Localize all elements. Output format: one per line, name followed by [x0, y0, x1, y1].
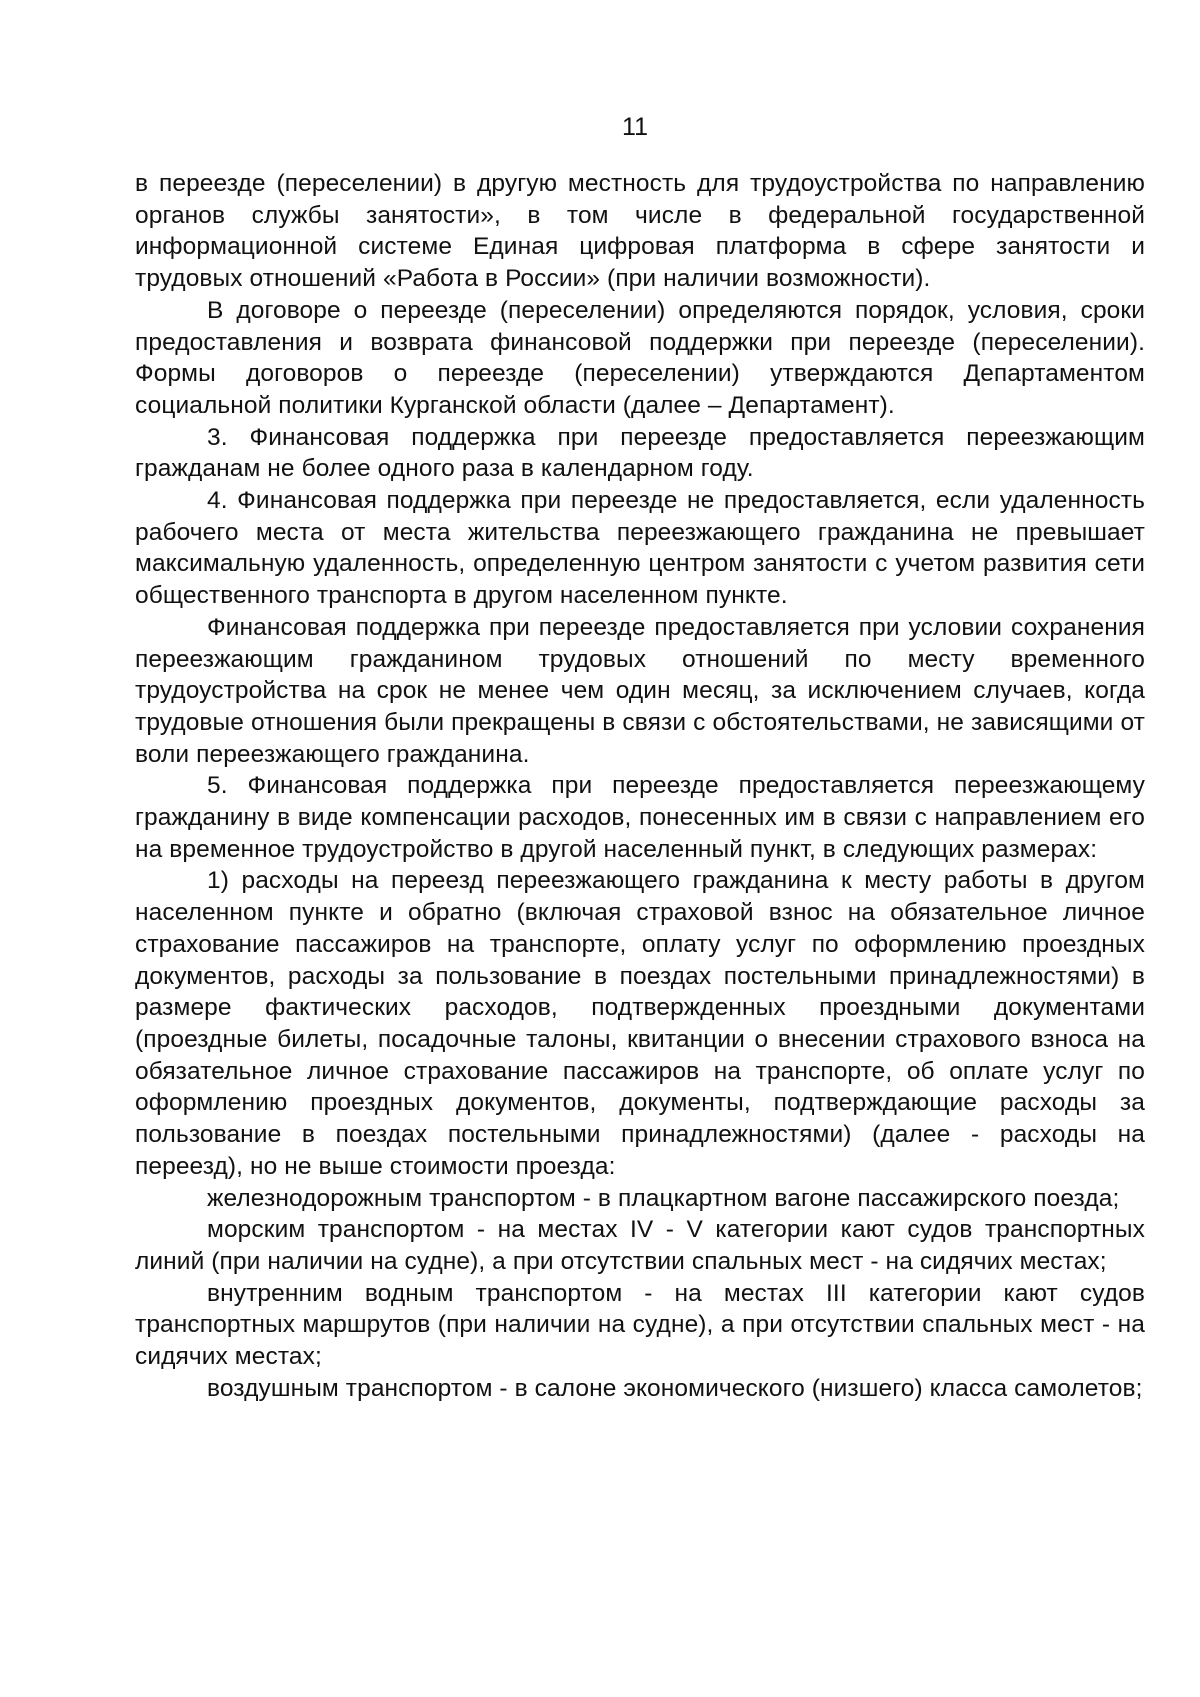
document-body — [135, 168, 1145, 1404]
paragraph-item-3: 3. Финансовая поддержка при переезде предоставляется переезжающим гражданам не более одного раза в календарном году. — [135, 423, 1145, 483]
paragraph-support-condition: Финансовая поддержка при переезде предоставляется при условии сохранения переезжающим гражданином трудовых отношений по месту временного трудоустройства на срок не менее чем один месяц, за исключением случаев, когда трудовые отношения были прекращены в связи с обстоятельствами, не зависящими от воли переезжающего гражданина. — [135, 613, 1145, 768]
paragraph-subitem-1: 1) расходы на переезд переезжающего гражданина к месту работы в другом населенном пункте и обратно (включая страховой взнос на обязательное личное страхование пассажиров на транспорте, оплату услуг по оформлению проездных документов, расходы за пользование в поездах постельными принадлежностями) в размере фактических расходов, подтвержденных проездными документами (проездные билеты, посадочные талоны, квитанции о внесении страхового взноса на обязательное личное страхование пассажиров на транспорте, об оплате услуг по оформлению проездных документов, документы, подтверждающие расходы за пользование в поездах постельными принадлежностями) (далее - расходы на переезд), но не выше стоимости проезда: — [135, 867, 1145, 1180]
paragraph-continuation: в переезде (переселении) в другую местность для трудоустройства по направлению органов службы занятости», в том числе в федеральной государственной информационной системе Единая цифровая платформа в сфере занятости и трудовых отношений «Работа в России» (при наличии возможности). — [135, 170, 1145, 293]
paragraph-inland-water-transport: внутренним водным транспортом - на местах III категории кают судов транспортных маршрутов (при наличии на судне), а при отсутствии спальных мест - на сидячих местах; — [135, 1279, 1145, 1371]
paragraph-sea-transport: морским транспортом - на местах IV - V категории кают судов транспортных линий (при наличии на судне), а при отсутствии спальных мест - на сидячих местах; — [135, 1216, 1145, 1275]
paragraph-rail-transport: железнодорожным транспортом - в плацкартном вагоне пассажирского поезда; — [207, 1184, 1120, 1212]
paragraph-relocation-contract: В договоре о переезде (переселении) определяются порядок, условия, сроки предоставления и возврата финансовой поддержки при переезде (переселении). Формы договоров о переезде (переселении) утверждаются Департаментом социальной политики Курганской области (далее – Департамент). — [135, 296, 1145, 419]
paragraph-item-4: 4. Финансовая поддержка при переезде не предоставляется, если удаленность рабочего места от места жительства переезжающего гражданина не превышает максимальную удаленность, определенную центром занятости с учетом развития сети общественного транспорта в другом населенном пункте. — [135, 487, 1145, 610]
page-number: 11 — [622, 113, 648, 141]
paragraph-item-5: 5. Финансовая поддержка при переезде предоставляется переезжающему гражданину в виде компенсации расходов, понесенных им в связи с направлением его на временное трудоустройство в другой населенный пункт, в следующих размерах: — [135, 772, 1145, 863]
paragraph-air-transport: воздушным транспортом - в салоне экономического (низшего) класса самолетов; — [207, 1374, 1143, 1402]
